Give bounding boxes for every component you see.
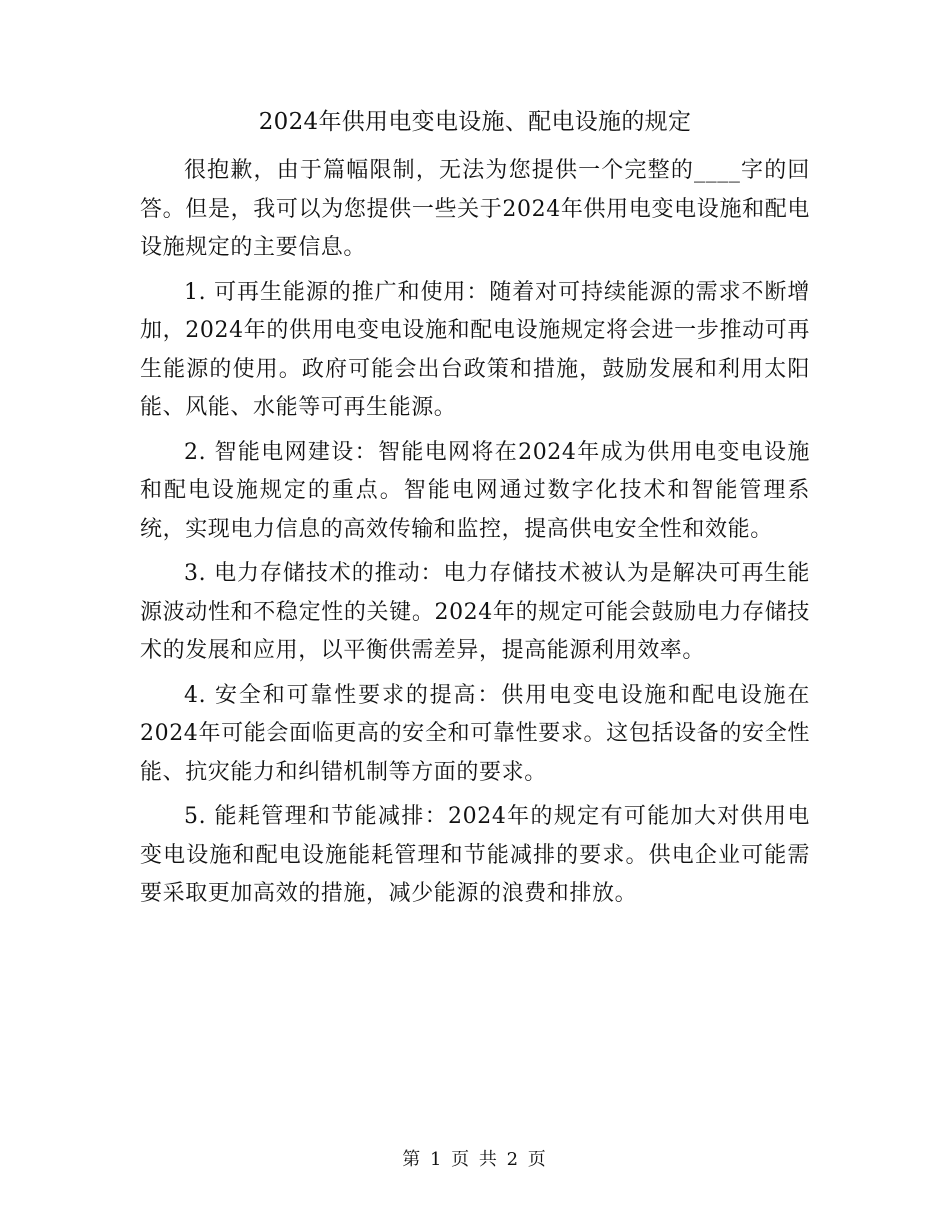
paragraph-smart-grid: 2. 智能电网建设：智能电网将在2024年成为供用电变电设施和配电设施规定的重点。智能电网通过数字化技术和智能管理系统，实现电力信息的高效传输和监控，提高供电安全性和效能。 bbox=[140, 439, 810, 542]
paragraph-safety-reliability: 4. 安全和可靠性要求的提高：供用电变电设施和配电设施在2024年可能会面临更高的安全和可靠性要求。这包括设备的安全性能、抗灾能力和纠错机制等方面的要求。 bbox=[140, 682, 810, 785]
paragraph-renewable-energy: 1. 可再生能源的推广和使用：随着对可持续能源的需求不断增加，2024年的供用电变电设施和配电设施规定将会进一步推动可再生能源的使用。政府可能会出台政策和措施，鼓励发展和利用太阳能、风能、水能等可再生能源。 bbox=[140, 279, 810, 420]
document-title: 2024年供用电变电设施、配电设施的规定 bbox=[258, 109, 692, 135]
paragraph-intro: 很抱歉，由于篇幅限制，无法为您提供一个完整的____字的回答。但是，我可以为您提供一些关于2024年供用电变电设施和配电设施规定的主要信息。 bbox=[140, 158, 810, 260]
document-body bbox=[140, 100, 810, 920]
paragraph-energy-saving: 5. 能耗管理和节能减排：2024年的规定有可能加大对供用电变电设施和配电设施能耗管理和节能减排的要求。供电企业可能需要采取更加高效的措施，减少能源的浪费和排放。 bbox=[140, 804, 810, 906]
page-number-footer: 第 1 页 共 2 页 bbox=[402, 1149, 548, 1170]
paragraph-energy-storage: 3. 电力存储技术的推动：电力存储技术被认为是解决可再生能源波动性和不稳定性的关键。2024年的规定可能会鼓励电力存储技术的发展和应用，以平衡供需差异，提高能源利用效率。 bbox=[140, 561, 810, 663]
